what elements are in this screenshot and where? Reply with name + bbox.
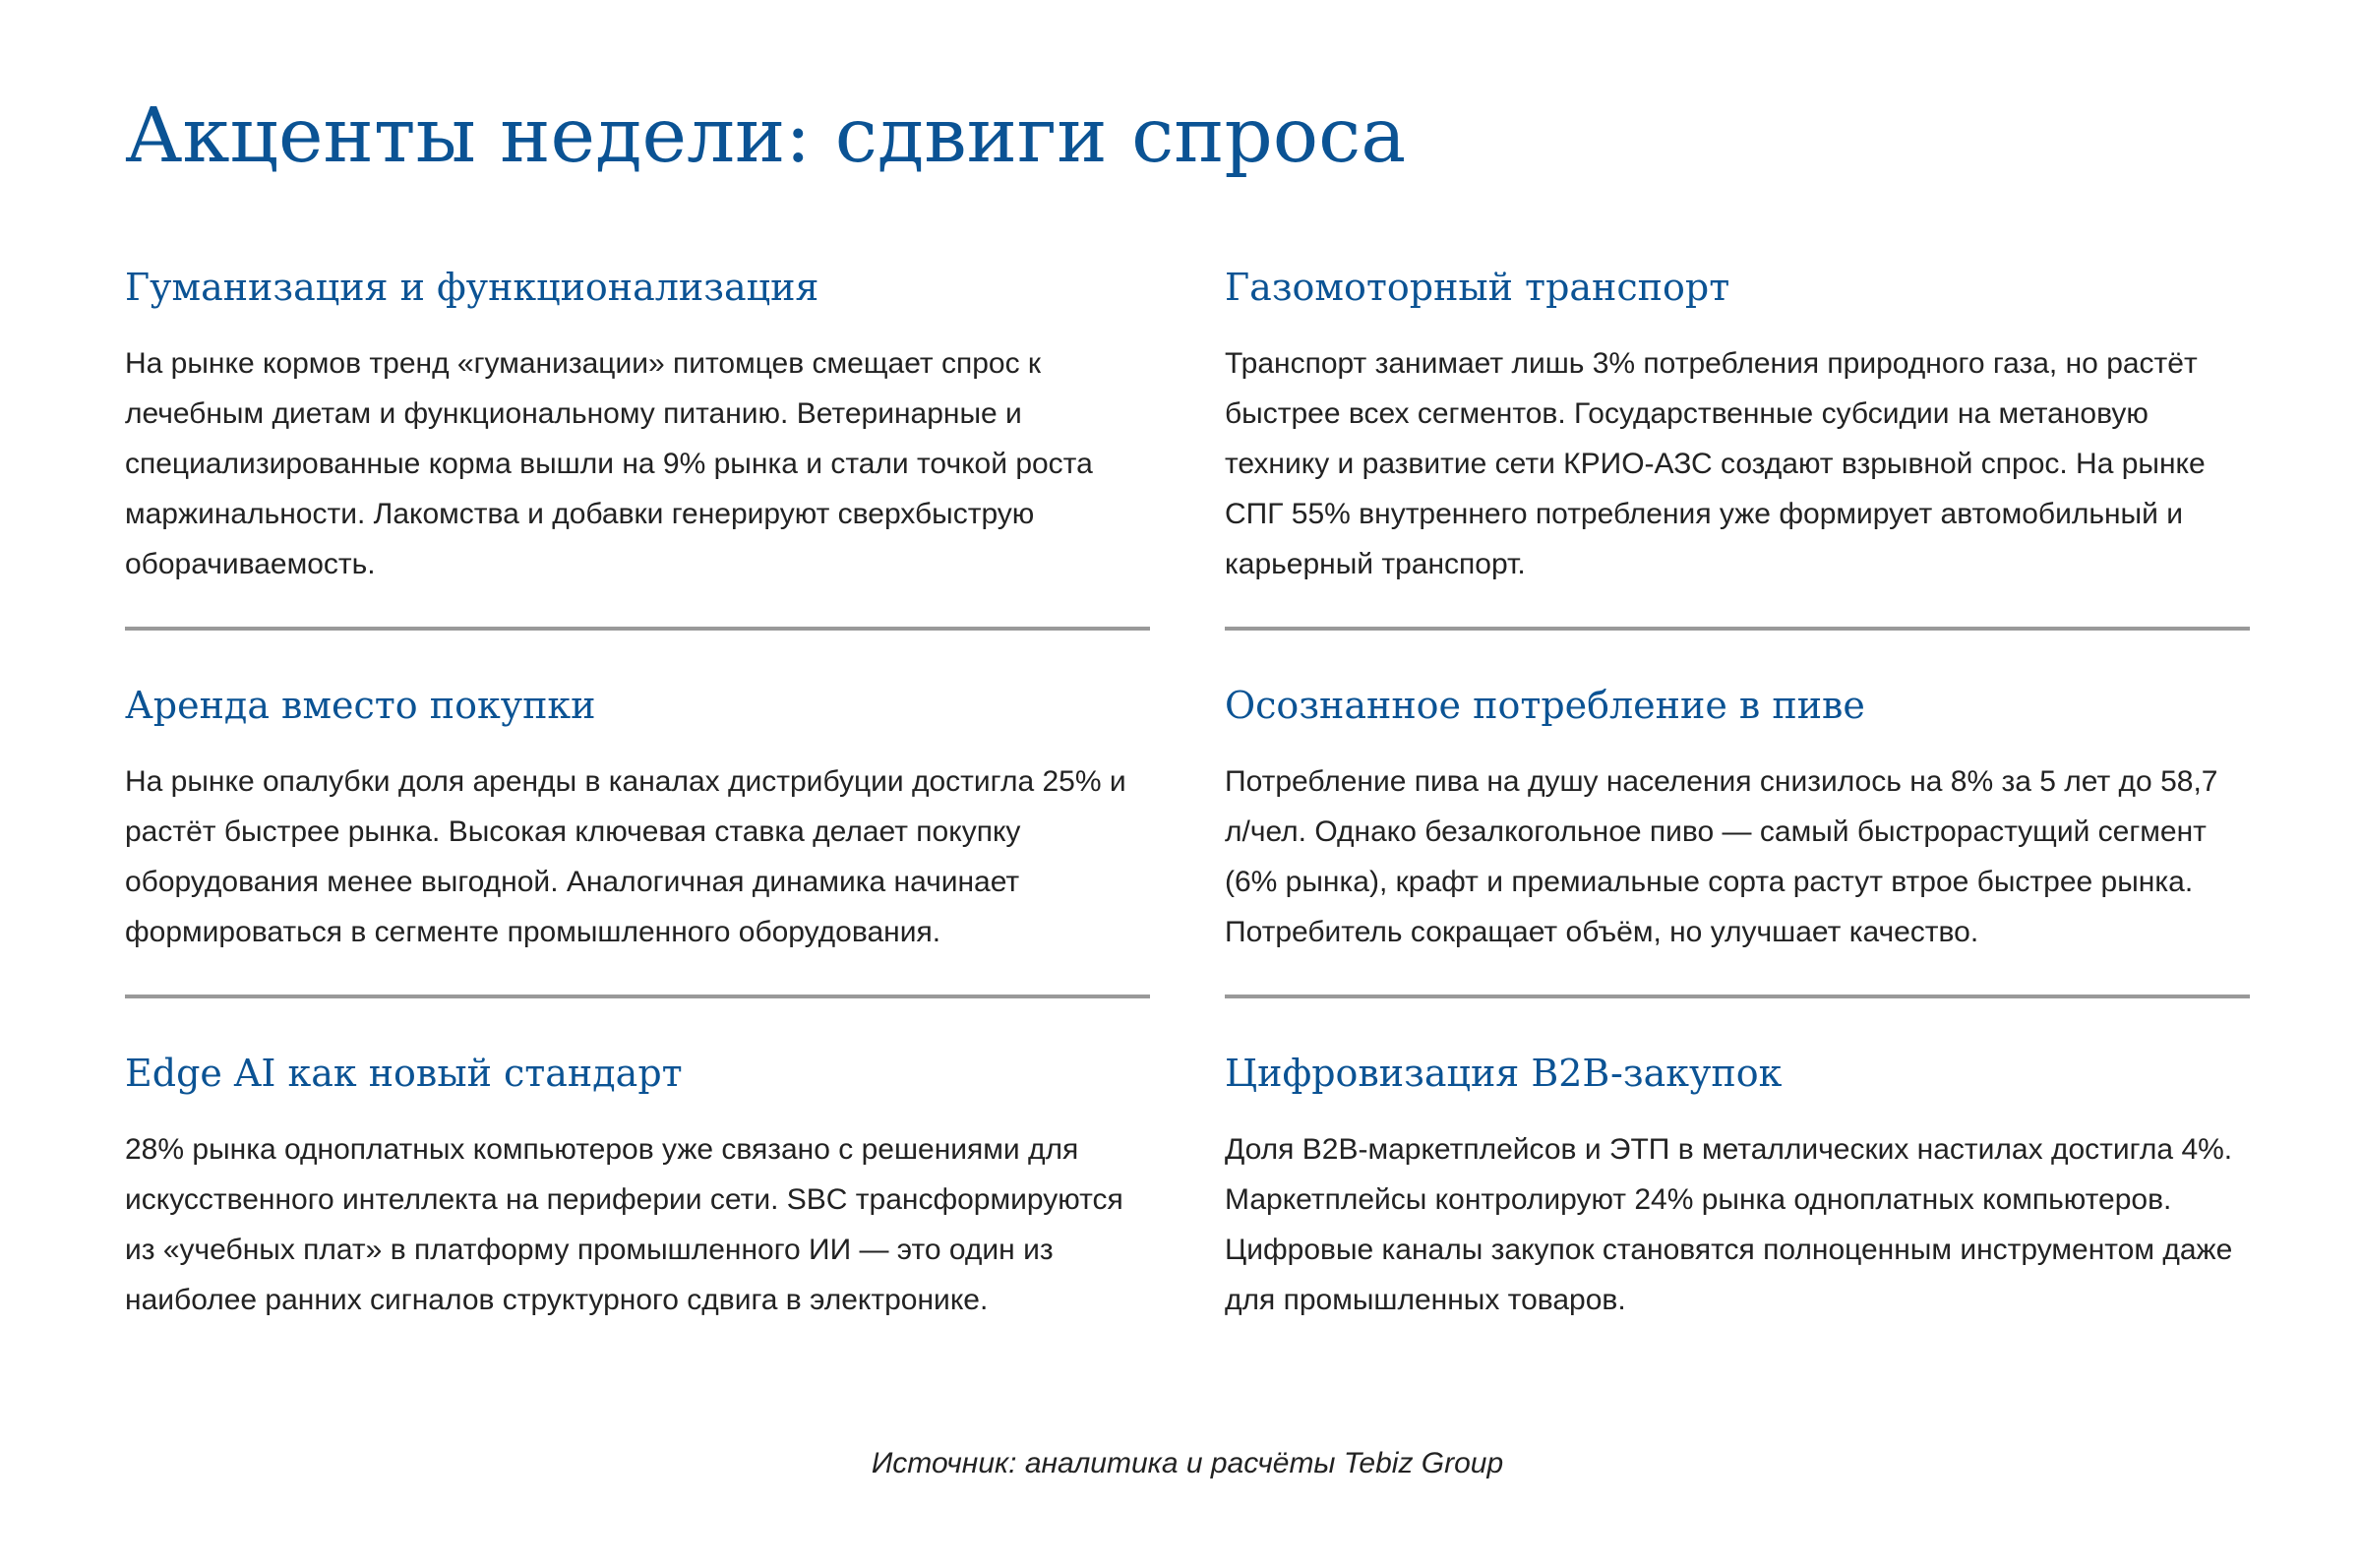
page-title: Акценты недели: сдвиги спроса: [125, 92, 1407, 180]
section-divider: [125, 627, 1150, 631]
section-gas-transport: [1225, 258, 2250, 589]
section-text: Потребление пива на душу населения снизилось на 8% за 5 лет до 58,7 л/чел. Однако безалкогольное пиво — самый быстрорастущий сегмент (6% рынка), крафт и премиальные сорта растут втрое быстрее рынка. Потребитель сокращает объём, но улучшает качество.: [1225, 765, 2218, 948]
section-heading: Газомоторный транспорт: [1225, 266, 1730, 309]
right-column: [1225, 258, 2250, 1325]
source-note: Источник: аналитика и расчёты Tebiz Group: [871, 1447, 1504, 1479]
section-text: На рынке кормов тренд «гуманизации» питомцев смещает спрос к лечебным диетам и функциональному питанию. Ветеринарные и специализированные корма вышли на 9% рынка и стали точкой роста маржинальности. Лакомства и добавки генерируют сверхбыструю оборачиваемость.: [125, 347, 1093, 580]
section-divider: [1225, 995, 2250, 998]
section-text: Доля B2B-маркетплейсов и ЭТП в металлических настилах достигла 4%. Маркетплейсы контролируют 24% рынка одноплатных компьютеров. Цифровые каналы закупок становятся полноценным инструментом даже для промышленных товаров.: [1225, 1133, 2233, 1316]
left-column: [125, 258, 1150, 1325]
section-text: Транспорт занимает лишь 3% потребления природного газа, но растёт быстрее всех сегментов. Государственные субсидии на метановую технику и развитие сети КРИО-АЗС создают взрывной спрос. На рынке СПГ 55% внутреннего потребления уже формирует автомобильный и карьерный транспорт.: [1225, 347, 2206, 580]
section-divider: [125, 995, 1150, 998]
section-heading: Гуманизация и функционализация: [125, 266, 819, 309]
content-columns: [125, 258, 2250, 1325]
section-b2b: [1225, 1044, 2250, 1325]
section-heading: Цифровизация B2B-закупок: [1225, 1052, 1783, 1095]
section-edge-ai: [125, 1044, 1150, 1325]
section-humanization: [125, 258, 1150, 589]
section-beer: [1225, 676, 2250, 957]
section-text: 28% рынка одноплатных компьютеров уже связано с решениями для искусственного интеллекта на периферии сети. SBC трансформируются из «учебных плат» в платформу промышленного ИИ — это один из наиболее ранних сигналов структурного сдвига в электронике.: [125, 1133, 1123, 1316]
section-heading: Edge AI как новый стандарт: [125, 1052, 683, 1095]
section-heading: Аренда вместо покупки: [125, 684, 596, 727]
section-text: На рынке опалубки доля аренды в каналах дистрибуции достигла 25% и растёт быстрее рынка. Высокая ключевая ставка делает покупку оборудования менее выгодной. Аналогичная динамика начинает формироваться в сегменте промышленного оборудования.: [125, 765, 1126, 948]
section-heading: Осознанное потребление в пиве: [1225, 684, 1865, 727]
section-divider: [1225, 627, 2250, 631]
section-rental: [125, 676, 1150, 957]
